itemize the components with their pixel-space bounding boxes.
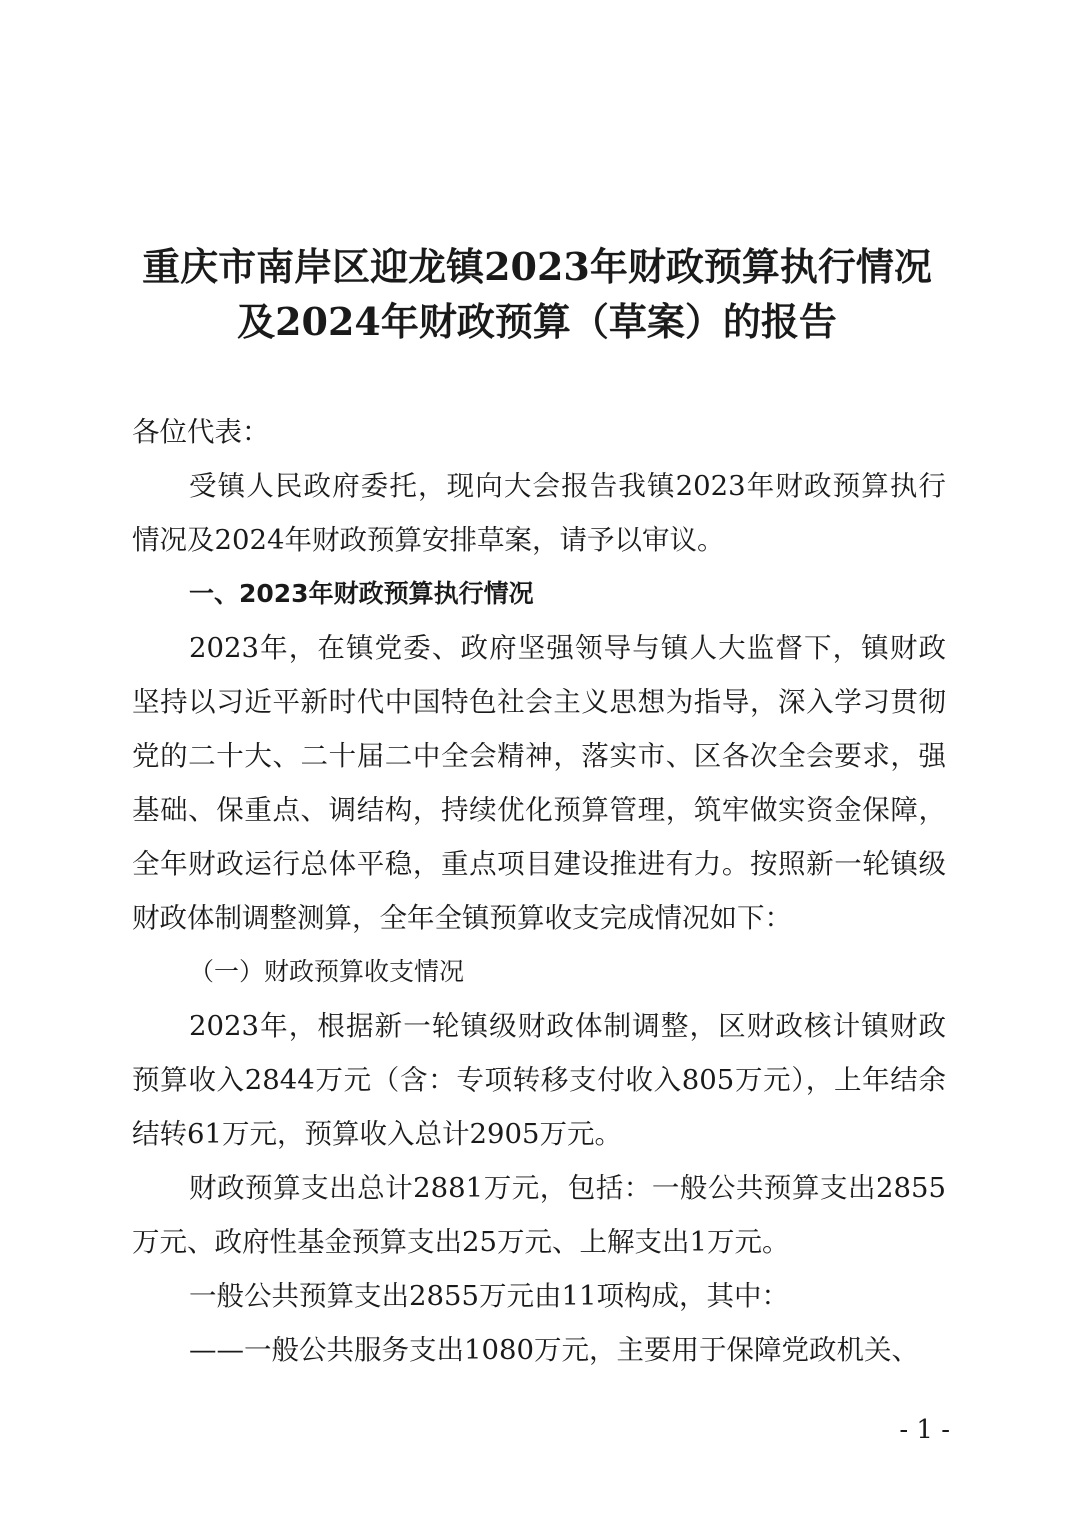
section-heading-1: 一、2023年财政预算执行情况	[189, 579, 534, 608]
salutation: 各位代表：	[132, 416, 270, 448]
paragraph-expenditure: 财政预算支出总计2881万元，包括：一般公共预算支出2855万元、政府性基金预算支出25万元、上解支出1万元。	[132, 1172, 946, 1258]
page-number: - 1 -	[899, 1415, 950, 1445]
document-title-line-1: 重庆市南岸区迎龙镇2023年财政预算执行情况	[142, 244, 932, 289]
subsection-heading-1: （一）财政预算收支情况	[189, 957, 465, 986]
paragraph-public-service: ——一般公共服务支出1080万元，主要用于保障党政机关、	[189, 1334, 919, 1366]
paragraph-overview: 2023年，在镇党委、政府坚强领导与镇人大监督下，镇财政坚持以习近平新时代中国特色社会主义思想为指导，深入学习贯彻党的二十大、二十届二中全会精神，落实市、区各次全会要求，强基础、保重点、调结构，持续优化预算管理，筑牢做实资金保障，全年财政运行总体平稳，重点项目建设推进有力。按照新一轮镇级财政体制调整测算，全年全镇预算收支完成情况如下：	[132, 632, 946, 934]
paragraph-general-budget: 一般公共预算支出2855万元由11项构成，其中：	[189, 1280, 789, 1312]
paragraph-intro: 受镇人民政府委托，现向大会报告我镇2023年财政预算执行情况及2024年财政预算安排草案，请予以审议。	[132, 470, 946, 556]
document-title-line-2: 及2024年财政预算（草案）的报告	[237, 299, 837, 344]
document-body	[132, 459, 946, 1377]
paragraph-revenue: 2023年，根据新一轮镇级财政体制调整，区财政核计镇财政预算收入2844万元（含：专项转移支付收入805万元），上年结余结转61万元，预算收入总计2905万元。	[132, 1010, 946, 1150]
